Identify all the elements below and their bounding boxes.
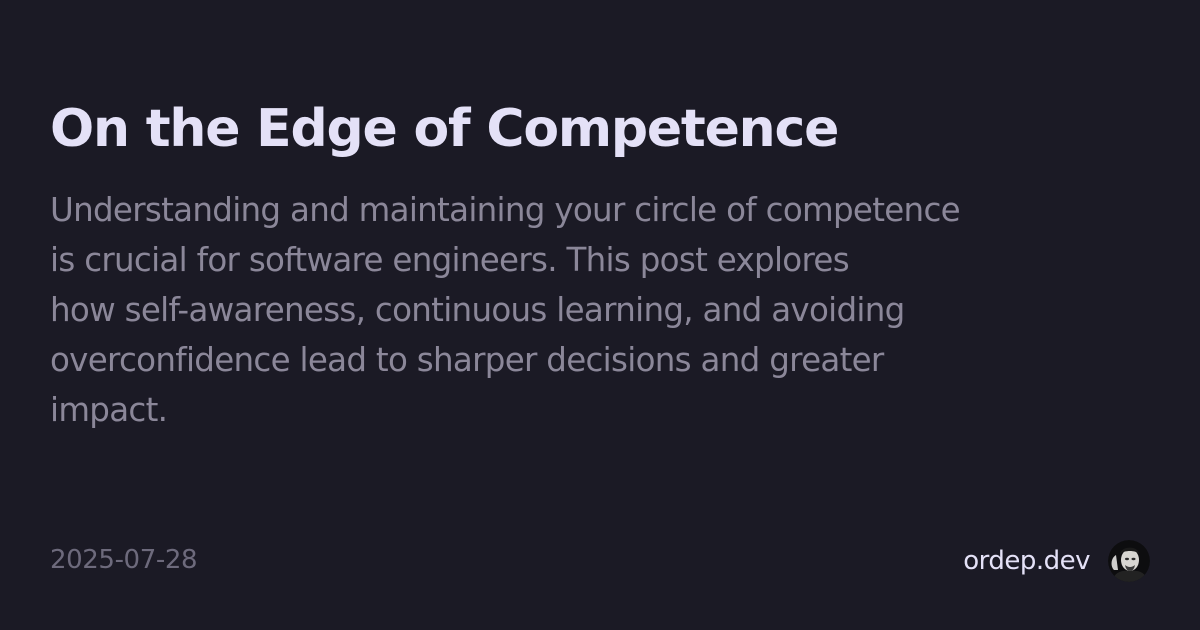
author-avatar [1108,540,1150,582]
site-name[interactable]: ordep.dev [963,546,1090,576]
post-title: On the Edge of Competence [50,99,839,159]
description-line: overconfidence lead to sharper decisions and greater [50,341,884,379]
description-line: is crucial for software engineers. This post explores [50,241,849,279]
description-line: impact. [50,391,168,429]
post-date: 2025-07-28 [50,545,198,575]
description-line: Understanding and maintaining your circle of competence [50,191,960,229]
post-description [50,185,1090,435]
site-brand[interactable] [963,540,1150,582]
description-line: how self-awareness, continuous learning, and avoiding [50,291,905,329]
